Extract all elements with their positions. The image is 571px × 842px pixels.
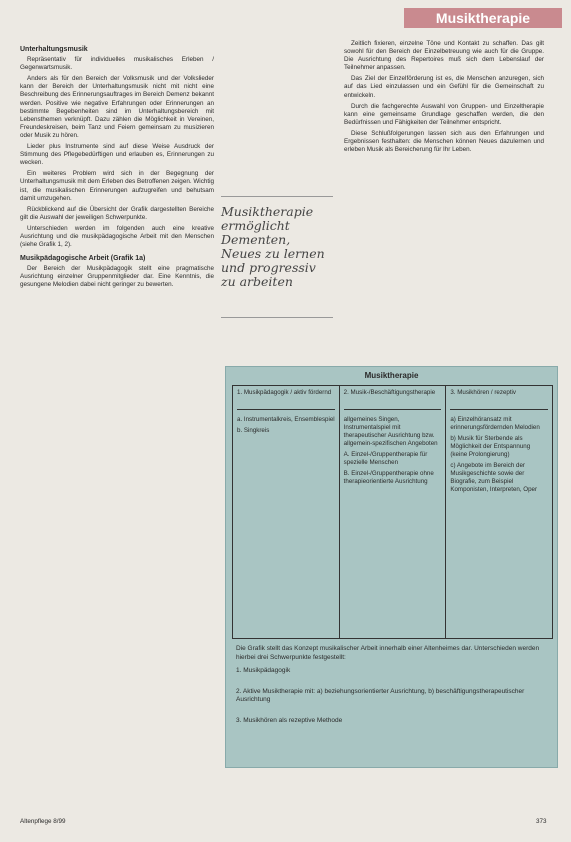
pull-quote bbox=[221, 196, 333, 318]
table-column-3 bbox=[446, 386, 552, 638]
heading-unterhaltungsmusik: Unterhaltungsmusik bbox=[20, 46, 88, 53]
list-item: 3. Musikhören als rezeptive Methode bbox=[236, 716, 343, 724]
paragraph: Rückblickend auf die Übersicht der Grafik dargestellten Bereiche gilt die Auswahl der jeweiligen Schwerpunkte. bbox=[20, 205, 214, 221]
column-header: 1. Musikpädagogik / aktiv fördernd bbox=[237, 389, 335, 410]
info-box-title: Musiktherapie bbox=[364, 371, 419, 380]
paragraph: Das Ziel der Einzelförderung ist es, die Menschen anzuregen, sich auf das Lied einzulassen und ein Gefühl für die Gemeinschaft zu entwickeln. bbox=[344, 75, 544, 99]
list-item: B. Einzel-/Gruppentherapie ohne therapieorientierte Ausrichtung bbox=[343, 470, 434, 485]
list-item: a. Instrumentalkreis, Ensemblespiel bbox=[237, 416, 335, 423]
list-item: 1. Musikpädagogik bbox=[236, 667, 291, 674]
section-tag: Musiktherapie bbox=[404, 8, 562, 28]
list-item: a) Einzelhöransatz mit erinnerungsfördernden Melodien bbox=[450, 416, 540, 431]
therapy-table bbox=[232, 385, 553, 639]
footer-publication: Altenpflege 8/99 bbox=[20, 818, 66, 825]
list-item: allgemeines Singen, Instrumentalspiel mit therapeutischer Ausrichtung bzw. allgemein-spezifischen Angeboten bbox=[343, 416, 438, 447]
list-item: 2. Aktive Musiktherapie mit: a) beziehungsorientierter Ausrichtung, b) beschäftigungstherapeutischer Ausrichtung bbox=[236, 687, 525, 703]
paragraph: Ein weiteres Problem wird sich in der Begegnung der Unterhaltungsmusik mit dem Erleben des Betroffenen zeigen. Wichtig ist, die musikalischen Erinnerungen aufzugreifen und behutsam damit umzugehen. bbox=[20, 170, 214, 202]
paragraph: Unterschieden werden im folgenden auch eine kreative Ausrichtung und die musikpädagogische Arbeit mit den Menschen (siehe Grafik 1, 2). bbox=[20, 224, 214, 249]
left-column bbox=[20, 40, 214, 293]
list-item: b) Musik für Sterbende als Möglichkeit der Entspannung (keine Prolongierung) bbox=[450, 435, 531, 458]
paragraph: Anders als für den Bereich der Volksmusik und der Volkslieder kann der Bereich der Unterhaltungsmusik nicht mit nicht eine Beschreibung des Erinnerungsauftrages im Bereich Demenz bekannt werden. Positive wie negative Erfahrungen oder Erinnerungen an bestimmte Begebenheiten sind im Unterhaltungsbereich mit Lebensthemen verknüpft. Dazu zählen die Möglichkeit in Vereinen, Freundeskreisen, beim Tanz und Feiern gemeinsam zu musizieren oder Musik zu hören. bbox=[20, 75, 214, 139]
paragraph: Lieder plus Instrumente sind auf diese Weise Ausdruck der Stimmung des Pflegebedürftigen und erlauben es, Erinnerungen zu wecken. bbox=[20, 143, 214, 167]
column-header: 3. Musikhören / rezeptiv bbox=[450, 389, 548, 410]
heading-musikpaedagogische-arbeit: Musikpädagogische Arbeit (Grafik 1a) bbox=[20, 255, 146, 263]
column-header: 2. Musik-/Beschäftigungstherapie bbox=[344, 389, 442, 410]
list-item: b. Singkreis bbox=[237, 427, 270, 434]
right-column bbox=[344, 40, 544, 157]
info-box-list bbox=[236, 667, 550, 737]
paragraph: Der Bereich der Musikpädagogik stellt eine pragmatische Ausrichtung einzelner Gruppenmitglieder dar. Eine Kenntnis, die gesungene Melodien dabei nicht geringer zu bewerten. bbox=[20, 265, 214, 289]
info-box-caption: Die Grafik stellt das Konzept musikalischer Arbeit innerhalb einer Altenheimes dar. Unterschieden werden hierbei drei Schwerpunkte festgestellt: bbox=[236, 645, 540, 661]
info-box bbox=[225, 366, 558, 768]
list-item: c) Angebote im Bereich der Musikgeschichte sowie der Biografie, zum Beispiel Komponisten, Interpreten, Oper bbox=[450, 462, 538, 493]
list-item: A. Einzel-/Gruppentherapie für spezielle Menschen bbox=[343, 451, 428, 466]
pull-quote-text: Musiktherapie ermöglicht Dementen, Neues zu lernen und progressiv zu arbeiten bbox=[221, 204, 325, 289]
table-column-1 bbox=[233, 386, 340, 638]
paragraph: Zeitlich fixieren, einzelne Töne und Kontakt zu schaffen. Das gilt sowohl für den Bereich der Einzelbetreuung wie auch für die Gruppe. Die Ausrichtung des Repertoires muß sich dem Lebenslauf der Teilnehmer anpassen. bbox=[344, 40, 544, 72]
paragraph: Diese Schlußfolgerungen lassen sich aus den Erfahrungen und Ergebnissen festhalten: die Menschen können Neues dazulernen und erleben Musik als Bereicherung für Ihr Leben. bbox=[344, 129, 544, 154]
page-number: 373 bbox=[536, 818, 547, 825]
paragraph: Repräsentativ für individuelles musikalisches Erleben / Gegenwartsmusik. bbox=[20, 56, 214, 72]
table-column-2 bbox=[340, 386, 447, 638]
paragraph: Durch die fachgerechte Auswahl von Gruppen- und Einzeltherapie kann eine gemeinsame Grundlage geschaffen werden, die den Bedürfnissen und Fähigkeiten der Teilnehmer entspricht. bbox=[344, 102, 544, 126]
